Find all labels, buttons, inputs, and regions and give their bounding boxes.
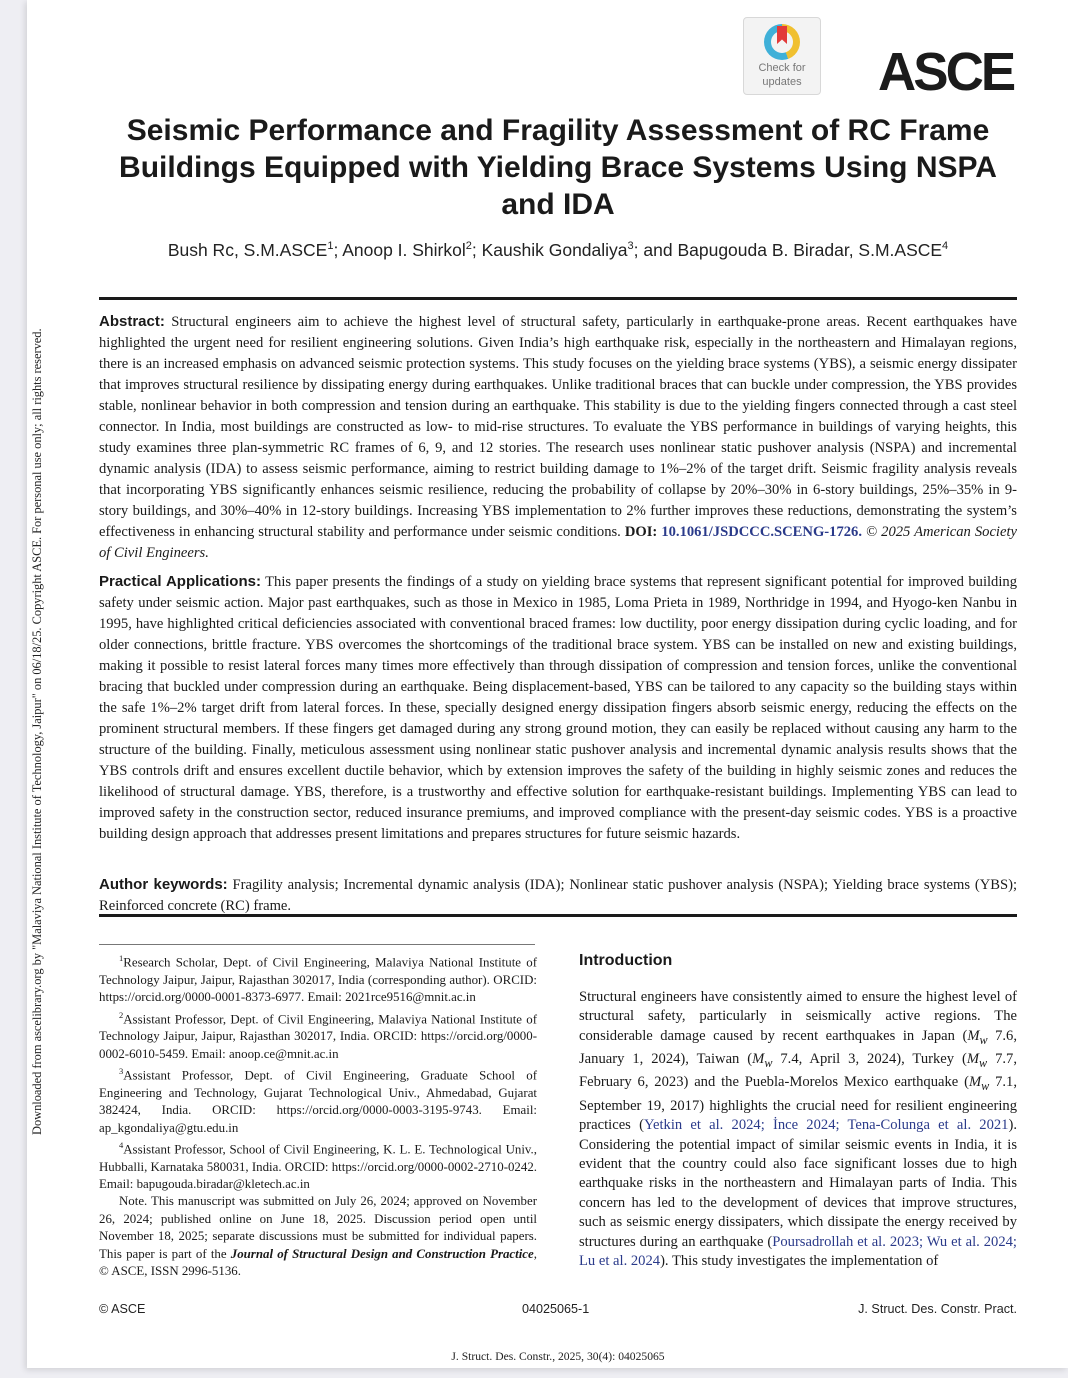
keywords-heading: Author keywords: [99, 876, 228, 893]
doi-label: DOI: [624, 524, 658, 540]
citation-line: J. Struct. Des. Constr., 2025, 30(4): 04025065 [451, 1350, 665, 1363]
asce-logo [878, 42, 1013, 102]
keywords-text: Fragility analysis; Incremental dynamic analysis (IDA); Nonlinear static pushover analysis (NSPA); Yielding brace systems (YBS); Reinforced concrete (RC) frame. [99, 877, 1018, 914]
manuscript-note: Note. This manuscript was submitted on July 26, 2024; approved on November 26, 2024; published online on June 18, 2025. Discussion period open until November 18, 2025; separate discussions must be submitted for individual papers. This paper is part of the Journal of Structural Design and Construction Practice, © ASCE, ISSN 2996-5136. [99, 1194, 537, 1279]
author: Bapugouda B. Biradar, S.M.ASCE$^4$ [677, 240, 949, 260]
journal-name: Journal of Structural Design and Construction Practice [230, 1246, 534, 1261]
practical-applications-text: This paper presents the findings of a study on yielding brace systems that represent significant potential for improved building safety under seismic action. Major past earthquakes, such as those in Mexico in 1985, Loma Prieta in 1989, Northridge in 1994, and Hyogo-ken Nanbu in 1995, have highlighted critical deficiencies associated with conventional braced frames: low ductility, poor energy dissipation during cyclic loading, and for older connections, brittle fracture. YBS overcomes the shortcomings of the traditional brace system. YBS can be installed on new and existing buildings, making it possible to resist lateral forces many times more effectively than through dissipation of compression and tension forces, unlike the conventional bracing that buckled under compression during an earthquake. Being displacement-based, YBS can be tailored to any capacity so the building stays within the safe 1%–2% target drift from lateral forces. In these, specially designed energy dissipation fingers absorb seismic energy, reducing the effects on the prominent structural members. If these fingers get damaged during any strong ground motion, they can easily be replaced without causing any harm to the structure of the building. Finally, meticulous assessment using nonlinear static pushover analysis and incremental dynamic analysis results shows that the YBS controls drift and ensures excellent ductile behavior, which by extension improves the safety of the building in highly seismic zones and reduces the likelihood of structural damage. YBS, therefore, is a trustworthy and effective solution for earthquake-resistant buildings. Implementing YBS can lead to improved safety in the construction sector, reduced insurance premiums, and improved compliance with the present-day seismic codes. YBS is a proactive building design approach that addresses present limitations and prepares structures for future seismic hazards. [99, 574, 1017, 842]
author: Kaushik Gondaliya$^3$; and [481, 240, 678, 260]
asce-logo-text: ASCE [878, 42, 1014, 102]
abstract [99, 311, 1017, 564]
author-affiliations [99, 950, 537, 1281]
author: Anoop I. Shirkol$^2$; [342, 240, 482, 260]
abstract-text: Structural engineers aim to achieve the highest level of structural safety, particularly in earthquake-prone areas. Recent earthquakes have highlighted the urgent need for resilient engineering solutions. Given India’s high earthquake risk, especially in the northeastern and Himalayan regions, there is an increased emphasis on advanced seismic protection systems. This study focuses on the yielding brace systems (YBS), a seismic energy dissipater that improves structural resilience by dissipating energy during earthquakes. Unlike traditional braces that can buckle under compression, the YBS provides stable, nonlinear behavior in both compression and tension during an earthquake. This stability is due to the yielding fingers connected through a cast steel connector. In India, most buildings are constructed as low- to mid-rise structures. To evaluate the YBS performance in buildings of varying heights, this study examines three plan-symmetric RC frames of 6, 9, and 12 stories. The research uses nonlinear static pushover analysis (NSPA) and incremental dynamic analysis (IDA) to assess seismic performance, aiming to restrict building damage to 1%–2% of the target drift. Seismic fragility analysis reveals that incorporating YBS significantly enhances seismic resilience, reducing the probability of collapse by 20%–30% in 6-story buildings, 25%–35% in 9-story buildings, and 30%–40% in 12-story buildings. Increasing YBS implementation to 2% further improves these reductions, demonstrating the system’s effectiveness in enhancing structural stability and performance under seismic conditions. [99, 314, 1018, 540]
abstract-heading: Abstract: [99, 313, 165, 330]
footnote: $^1$Research Scholar, Dept. of Civil Engineering, Malaviya National Institute of Technology Jaipur, Jaipur, Rajasthan 302017, India (corresponding author). ORCID: https://orcid.org/0000-0001-8373-6977. Email: 2021rce9516@mnit.ac.in [99, 953, 537, 1005]
abstract-copyright: © 2025 American Society of Civil Engineers. [99, 524, 1017, 561]
introduction-heading: Introduction [579, 952, 673, 969]
footer-journal-abbrev: J. Struct. Des. Constr. Pract. [858, 1302, 1017, 1316]
introduction-text: Structural engineers have consistently aimed to ensure the highest level of structural safety, particularly in seismically active regions. The considerable damage caused by recent earthquakes in Japan ($M_w$ 7.6, January 1, 2024), Taiwan ($M_w$ 7.4, April 3, 2024), Turkey ($M_w$ 7.7, February 6, 2023) and the Puebla-Morelos Mexico earthquake ($M_w$ 7.1, September 19, 2017) highlights the crucial need for resilient engineering practices (Yetkin et al. 2024; İnce 2024; Tena-Colunga et al. 2021). Considering the potential impact of similar seismic events in India, it is evident that the country could also face significant losses due to high earthquake risks in the northeastern and Himalayan parts of India. This concern has led to the development of devices that improve structures, such as seismic energy dissipaters, which dissipate the energy received by structures during an earthquake (Poursadrollah et al. 2023; Wu et al. 2024; Lu et al. 2024). This study investigates the implementation of [579, 989, 1017, 1269]
footnote: $^3$Assistant Professor, Dept. of Civil Engineering, Graduate School of Engineering and Technology, Gujarat Technological Univ., Ahmedabad, Gujarat 382424, India. ORCID: https://orcid.org/0000-0003-3195-9743. Email: ap_kgondaliya@gtu.edu.in [99, 1066, 537, 1135]
crossmark-label-1: Check for [758, 62, 806, 74]
footnote: $^2$Assistant Professor, Dept. of Civil Engineering, Malaviya National Institute of Technology Jaipur, Jaipur, Rajasthan 302017, India. ORCID: https://orcid.org/0000-0002-6010-5459. Email: anoop.ce@mnit.ac.in [99, 1009, 537, 1061]
crossmark-label-2: updates [762, 76, 802, 88]
practical-applications-heading: Practical Applications: [99, 573, 261, 590]
practical-applications [99, 571, 1017, 845]
crossmark-icon [764, 24, 800, 60]
check-for-updates-badge[interactable] [743, 17, 821, 95]
footer-copyright: © ASCE [99, 1302, 146, 1316]
citation-link[interactable]: Yetkin et al. 2024; İnce 2024; Tena-Colunga et al. 2021 [643, 1117, 1009, 1134]
author-keywords [99, 874, 1017, 917]
author-list [100, 240, 1016, 261]
doi-link[interactable]: 10.1061/JSDCCC.SCENG-1726. [661, 524, 863, 540]
divider [99, 914, 1017, 917]
footnote-divider [99, 944, 535, 945]
footnote: $^4$Assistant Professor, School of Civil Engineering, K. L. E. Technological Univ., Hubballi, Karnataka 580031, India. ORCID: https://orcid.org/0000-0002-2710-0242. Email: bapugouda.biradar@kletech.ac.in [99, 1139, 537, 1192]
footer-page-number: 04025065-1 [522, 1302, 590, 1316]
author: Bush Rc, S.M.ASCE$^1$; [167, 240, 343, 260]
paper-title: Seismic Performance and Fragility Assessment of RC Frame Buildings Equipped with Yielding Brace Systems Using NSPA and IDA [119, 114, 997, 221]
divider [99, 297, 1017, 300]
download-notice: Downloaded from ascelibrary.org by "Malaviya National Institute of Technology, Jaipur" on 06/18/25. Copyright ASCE. For personal use only; all rights reserved. [30, 328, 44, 1135]
citation-link[interactable]: Poursadrollah et al. 2023; Wu et al. 2024; Lu et al. 2024 [579, 1233, 1017, 1269]
